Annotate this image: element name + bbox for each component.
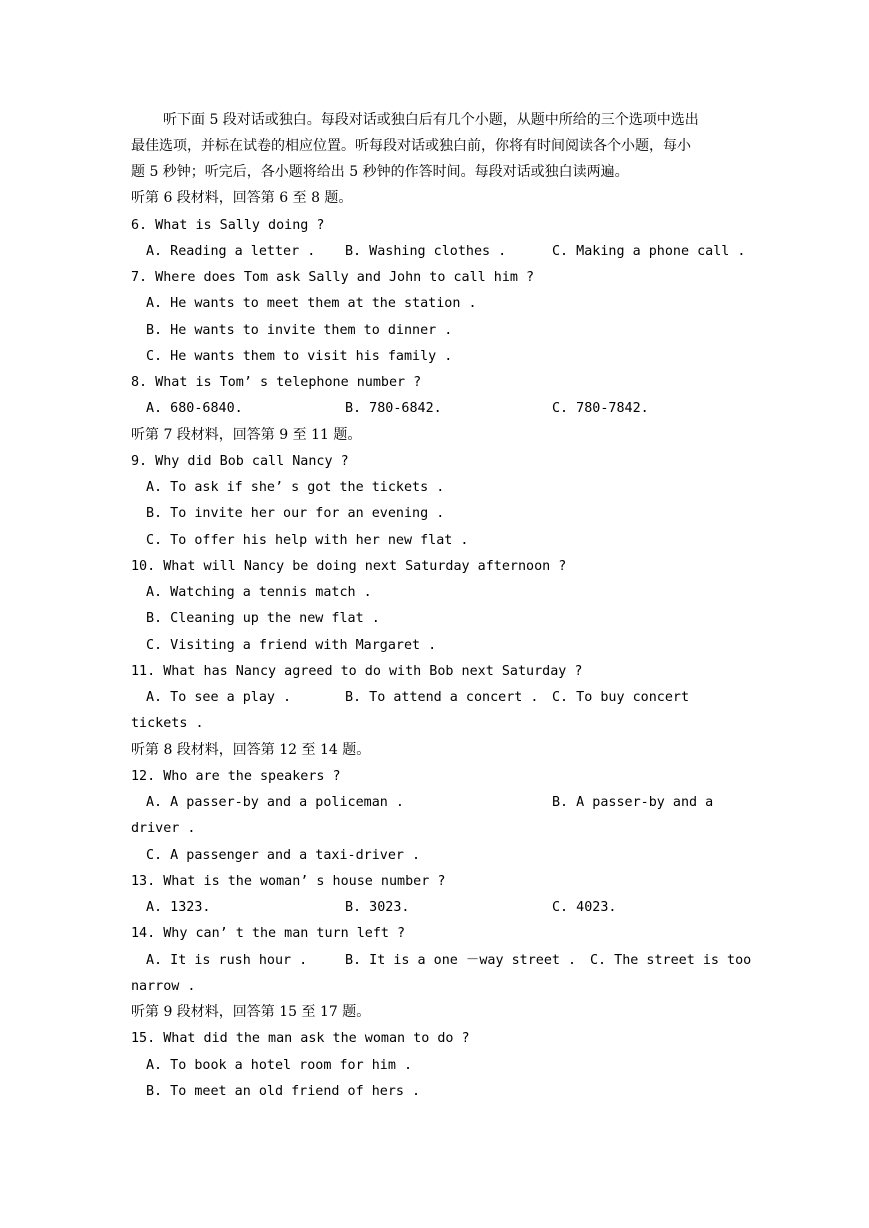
option-a: A. He wants to meet them at the station . <box>146 296 477 311</box>
question-stem: 14. Why can’ t the man turn left ? <box>131 926 406 941</box>
option-c: C. He wants them to visit his family . <box>146 349 453 364</box>
option-b: B. 780-6842. <box>345 401 442 416</box>
option-a: A. To ask if she’ s got the tickets . <box>146 480 445 495</box>
option-c-continued: tickets . <box>131 716 204 731</box>
option-b: B. A passer-by and a <box>552 795 714 810</box>
option-a: A. Watching a tennis match . <box>146 585 372 600</box>
option-b: B. To attend a concert . <box>345 690 539 705</box>
option-b: B. To meet an old friend of hers . <box>146 1084 421 1099</box>
option-b: B. To invite her our for an evening . <box>146 506 445 521</box>
section-heading-9: 听第 9 段材料，回答第 15 至 17 题。 <box>131 1004 371 1020</box>
instructions-line-1: 听下面 5 段对话或独白。每段对话或独白后有几个小题，从题中所给的三个选项中选出 <box>163 112 699 128</box>
section-heading-8: 听第 8 段材料，回答第 12 至 14 题。 <box>131 742 371 758</box>
option-b: B. It is a one －way street . <box>345 953 577 968</box>
question-stem: 9. Why did Bob call Nancy ? <box>131 454 349 469</box>
instructions-line-3: 题 5 秒钟；听完后，各小题将给出 5 秒钟的作答时间。每段对话或独白读两遍。 <box>131 164 629 180</box>
question-stem: 8. What is Tom’ s telephone number ? <box>131 375 422 390</box>
option-c: C. Making a phone call . <box>552 244 746 259</box>
option-b: B. 3023. <box>345 900 410 915</box>
question-stem: 10. What will Nancy be doing next Saturday afternoon ? <box>131 559 567 574</box>
section-heading-7: 听第 7 段材料，回答第 9 至 11 题。 <box>131 427 362 443</box>
option-c: C. To offer his help with her new flat . <box>146 533 469 548</box>
question-stem: 13. What is the woman’ s house number ? <box>131 874 446 889</box>
option-a: A. A passer-by and a policeman . <box>146 795 404 810</box>
question-stem: 12. Who are the speakers ? <box>131 769 341 784</box>
option-c: C. To buy concert <box>552 690 690 705</box>
question-stem: 11. What has Nancy agreed to do with Bob next Saturday ? <box>131 664 583 679</box>
question-stem: 15. What did the man ask the woman to do ? <box>131 1031 470 1046</box>
option-c-continued: narrow . <box>131 979 196 994</box>
option-c: C. 4023. <box>552 900 617 915</box>
option-c: C. The street is too <box>590 953 752 968</box>
option-b-continued: driver . <box>131 821 196 836</box>
option-a: A. 1323. <box>146 900 211 915</box>
option-a: A. Reading a letter . <box>146 244 316 259</box>
option-a: A. It is rush hour . <box>146 953 308 968</box>
option-c: C. Visiting a friend with Margaret . <box>146 638 437 653</box>
option-b: B. Washing clothes . <box>345 244 507 259</box>
option-a: A. To book a hotel room for him . <box>146 1058 413 1073</box>
instructions-line-2: 最佳选项，并标在试卷的相应位置。听每段对话或独白前，你将有时间阅读各个小题，每小 <box>131 138 691 154</box>
section-heading-6: 听第 6 段材料，回答第 6 至 8 题。 <box>131 190 353 206</box>
option-b: B. Cleaning up the new flat . <box>146 611 380 626</box>
option-b: B. He wants to invite them to dinner . <box>146 323 453 338</box>
question-stem: 7. Where does Tom ask Sally and John to call him ? <box>131 270 535 285</box>
option-c: C. A passenger and a taxi-driver . <box>146 848 421 863</box>
option-a: A. 680-6840. <box>146 401 243 416</box>
option-a: A. To see a play . <box>146 690 292 705</box>
question-stem: 6. What is Sally doing ? <box>131 218 325 233</box>
option-c: C. 780-7842. <box>552 401 649 416</box>
